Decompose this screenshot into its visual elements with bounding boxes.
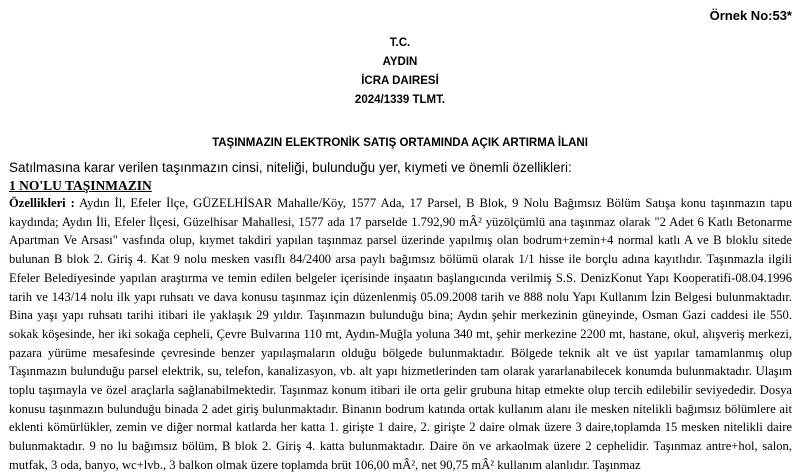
header-line-office: İCRA DAIRESİ [361,75,439,87]
header-line-city: AYDIN [382,56,418,68]
header-line-file-number: 2024/1339 TLMT. [354,94,446,106]
intro-text: Satılmasına karar verilen taşınmazın cinsi, niteliği, bulunduğu yer, kıymeti ve önemli özellikleri: [9,160,572,175]
header-line-tc: T.C. [389,37,411,49]
document-header [0,34,800,110]
document-title: TAŞINMAZIN ELEKTRONİK SATIŞ ORTAMINDA AÇIK ARTIRMA İLANI [212,137,588,149]
features-paragraph [9,194,792,475]
section-heading: 1 NO'LU TAŞINMAZIN [9,178,152,193]
sample-number: Örnek No:53* [709,8,792,23]
features-label: Özellikleri : [9,196,75,210]
features-text: Aydın İl, Efeler İlçe, GÜZELHİSAR Mahalle/Köy, 1577 Ada, 17 Parsel, B Blok, 9 Nolu Bağımsız Bölüm Satışa konu taşınmazın tapu kaydında; Aydın İli, Efeler İlçesi, Güzelhisar Mahallesi, 1577 ada 17 parselde 1.792,90 mÂ² yüzölçümlü ana taşınmaz olarak "2 Adet 6 Katlı Betonarme Apartman Ve Arsası" vasfında olup, kıymet takdiri yapılan taşınmaz parsel üzerinde yapılmış olan bodrum+zemin+4 normal katlı A ve B bloklu sitede bulunan B blok 2. Giriş 4. Kat 9 nolu mesken vasıflı 84/2400 arsa paylı bağımsız bölümü olarak 1/1 hisse ile borçlu adına kayıtlıdır. Taşınmazla ilgili Efeler Belediyesinde yapılan araştırma ve temin edilen belgeler içerisinde inşaatın başlangıcında verilmiş S.S. DenizKonut Yapı Kooperatifi-08.04.1996 tarih ve 143/14 nolu ilk yapı ruhsatı ve dava konusu taşınmaz için düzenlenmiş 05.09.2008 tarih ve 888 nolu Yapı Kullanım İzin Belgesi bulunmaktadır. Bina yaşı yapı ruhsatı tarihi itibari ile yaklaşık 29 yıldır. Taşınmazın bulunduğu bina; Aydın şehir merkezinin güneyinde, Osman Gazi caddesi ile 550. sokak köşesinde, her iki sokağa cepheli, Çevre Bulvarına 110 mt, Aydın-Muğla yoluna 340 mt, şehir merkezine 2200 mt, hastane, okul, alışveriş merkezi, pazara yürüme mesafesinde çevresinde benzer yapılaşmaların olduğu bölgede bulunmaktadır. Bölgede teknik alt ve üst yapılar tamamlanmış olup Taşınmazın bulunduğu parsel elektrik, su, telefon, kanalizasyon, vb. alt yapı hizmetlerinden tam olarak yararlanabilecek konumda bulunmaktadır. Ulaşım toplu taşımayla ve özel araçlarla sağlanabilmektedir. Taşınmaz konum itibari ile orta gelir grubuna hitap etmekte olup tercih edilebilir seviyededir. Dosya konusu taşınmazın bulunduğu binada 2 adet giriş bulunmaktadır. Binanın bodrum katında ortak kullanım alanı ile mesken nitelikli bağımsız bölümlere ait eklenti kömürlükler, zemin ve diğer normal katlarda her katta 1. girişte 1 daire, 2. girişte 2 daire olmak üzere 3 daire,toplamda 15 mesken nitelikli daire bulunmaktadır. 9 no lu bağımsız bölüm, B blok 2. Giriş 4. katta bulunmaktadır. Daire ön ve arkaolmak üzere 2 cephelidir. Taşınmaz antre+hol, salon, mutfak, 3 oda, banyo, wc+lvb., 3 balkon olmak üzere toplamda brüt 106,00 mÂ², net 90,75 mÂ² kullanım alanlıdır. Taşınmaz [9,196,792,472]
